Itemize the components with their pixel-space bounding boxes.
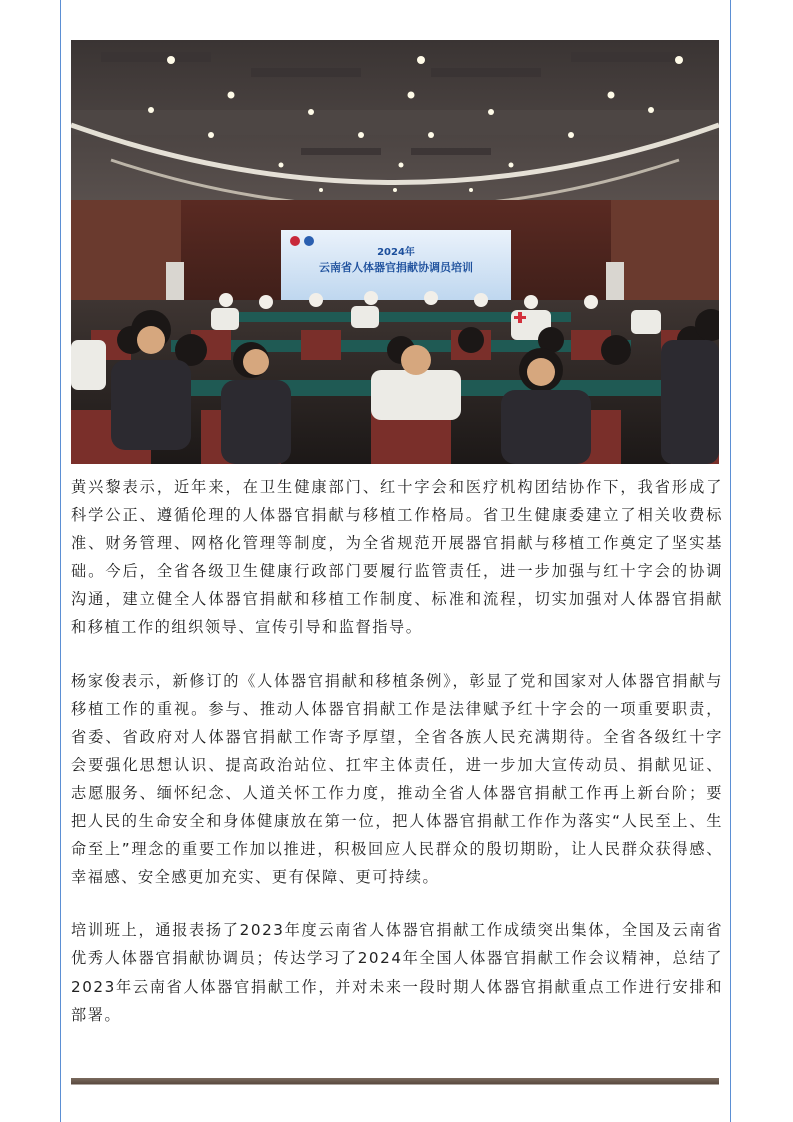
article-paragraph: 杨家俊表示，新修订的《人体器官捐献和移植条例》，彰显了党和国家对人体器官捐献与移植工作的重视。参与、推动人体器官捐献工作是法律赋予红十字会的一项重要职责，省委、省政府对人体器官捐献工作寄予厚望，全省各族人民充满期待。全省各级红十字会要强化思想认识、提高政治站位、扛牢主体责任，进一步加大宣传动员、捐献见证、志愿服务、缅怀纪念、人道关怀工作力度，推动全省人体器官捐献工作再上新台阶；要把人民的生命安全和身体健康放在第一位，把人体器官捐献工作作为落实“人民至上、生命至上”理念的重要工作加以推进，积极回应人民群众的殷切期盼，让人民群众获得感、幸福感、安全感更加充实、更有保障、更可持续。 — [71, 671, 723, 887]
next-photo-edge — [71, 1078, 719, 1122]
right-border-line — [730, 0, 731, 1122]
banner-title: 云南省人体器官捐献协调员培训 — [319, 261, 473, 274]
conference-photo-illustration — [71, 40, 719, 464]
article-paragraph: 培训班上，通报表扬了2023年度云南省人体器官捐献工作成绩突出集体，全国及云南省优秀人体器官捐献协调员；传达学习了2024年全国人体器官捐献工作会议精神，总结了2023年云南省人体器官捐献工作，并对未来一段时期人体器官捐献重点工作进行安排和部署。 — [71, 921, 723, 1024]
left-border-line — [60, 0, 61, 1122]
article-body — [71, 473, 723, 1054]
banner-year: 2024年 — [377, 247, 415, 258]
conference-photo — [71, 40, 719, 464]
article-paragraph: 黄兴黎表示，近年来，在卫生健康部门、红十字会和医疗机构团结协作下，我省形成了科学公正、遵循伦理的人体器官捐献与移植工作格局。省卫生健康委建立了相关收费标准、财务管理、网格化管理等制度，为全省规范开展器官捐献与移植工作奠定了坚实基础。今后，全省各级卫生健康行政部门要履行监管责任，进一步加强与红十字会的协调沟通，建立健全人体器官捐献和移植工作制度、标准和流程，切实加强对人体器官捐献和移植工作的组织领导、宣传引导和监督指导。 — [71, 478, 723, 637]
